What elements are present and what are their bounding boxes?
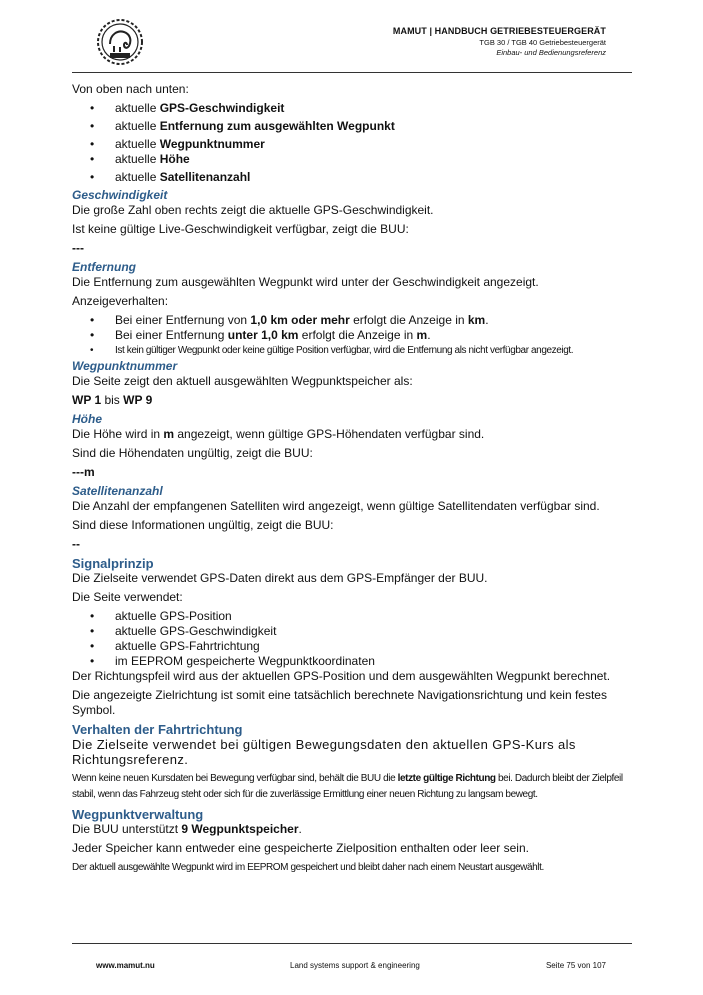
heading-wegpunktnummer: Wegpunktnummer: [72, 359, 178, 373]
paragraph: Die Zielseite verwendet bei gültigen Bewegungsdaten den aktuellen GPS-Kurs als Richtungsreferenz.: [72, 737, 576, 767]
list-item: • aktuelle GPS-Fahrtrichtung: [72, 639, 632, 654]
paragraph: Die Seite zeigt den aktuell ausgewählten Wegpunktspeicher als:: [72, 374, 413, 388]
paragraph: Die Anzahl der empfangenen Satelliten wird angezeigt, wenn gültige Satellitendaten verfügbar sind.: [72, 499, 600, 513]
mamut-logo-icon: [96, 18, 144, 66]
paragraph: Der Richtungspfeil wird aus der aktuellen GPS-Position und dem ausgewählten Wegpunkt berechnet.: [72, 669, 611, 683]
list-item: • aktuelle GPS-Geschwindigkeit: [72, 101, 632, 116]
paragraph: Die Höhe wird in m angezeigt, wenn gültige GPS-Höhendaten verfügbar sind.: [72, 427, 485, 441]
list-item: • aktuelle Höhe: [72, 152, 632, 167]
heading-satellitenanzahl: Satellitenanzahl: [72, 484, 163, 498]
page-header: [72, 14, 632, 73]
wp-range: WP 1 bis WP 9: [72, 393, 153, 407]
list-item: • aktuelle Wegpunktnummer: [72, 137, 632, 152]
footer-website: www.mamut.nu: [96, 961, 155, 970]
list-item: • Ist kein gültiger Wegpunkt oder keine gültige Position verfügbar, wird die Entfernung als nicht verfügbar angezeigt.: [72, 343, 632, 359]
heading-hoehe: Höhe: [72, 412, 102, 426]
paragraph: Die BUU unterstützt 9 Wegpunktspeicher.: [72, 822, 302, 836]
list-item: • im EEPROM gespeicherte Wegpunktkoordinaten: [72, 654, 632, 669]
paragraph: Wenn keine neuen Kursdaten bei Bewegung verfügbar sind, behält die BUU die letzte gültige Richtung bei. Dadurch bleibt der Zielpfeil stabil, wenn das Fahrzeug steht oder sich für die zuverlässige Ermittlung einer neuen Richtung zu langsam bewegt.: [72, 773, 623, 800]
heading-entfernung: Entfernung: [72, 260, 136, 274]
paragraph: Die Seite verwendet:: [72, 590, 183, 604]
page-footer: [72, 943, 632, 984]
paragraph: Die Zielseite verwendet GPS-Daten direkt aus dem GPS-Empfänger der BUU.: [72, 571, 488, 585]
heading-geschwindigkeit: Geschwindigkeit: [72, 188, 168, 202]
paragraph: Jeder Speicher kann entweder eine gespeicherte Zielposition enthalten oder leer sein.: [72, 841, 529, 855]
footer-tagline: Land systems support & engineering: [290, 961, 420, 970]
footer-page-number: Seite 75 von 107: [545, 961, 606, 970]
header-subtitle-2: Einbau- und Bedienungsreferenz: [496, 48, 606, 57]
signal-list: [72, 609, 632, 669]
paragraph: Sind die Höhendaten ungültig, zeigt die BUU:: [72, 446, 313, 460]
paragraph: Sind diese Informationen ungültig, zeigt die BUU:: [72, 518, 334, 532]
paragraph: Anzeigeverhalten:: [72, 294, 169, 308]
list-item: • aktuelle GPS-Position: [72, 609, 632, 624]
list-item: • Bei einer Entfernung von 1,0 km oder mehr erfolgt die Anzeige in km.: [72, 313, 632, 328]
paragraph: Der aktuell ausgewählte Wegpunkt wird im EEPROM gespeichert und bleibt daher nach einem Neustart ausgewählt.: [72, 862, 544, 873]
heading-fahrtrichtung: Verhalten der Fahrtrichtung: [72, 722, 243, 737]
display-list: [72, 313, 632, 359]
list-item: • Bei einer Entfernung unter 1,0 km erfolgt die Anzeige in m.: [72, 328, 632, 343]
intro-text: Von oben nach unten:: [72, 82, 189, 96]
list-item: • aktuelle Satellitenanzahl: [72, 170, 632, 185]
heading-wegpunktverwaltung: Wegpunktverwaltung: [72, 807, 204, 822]
list-item: • aktuelle GPS-Geschwindigkeit: [72, 624, 632, 639]
page-content: [72, 82, 632, 880]
code-value: ---m: [72, 465, 95, 479]
paragraph: Die große Zahl oben rechts zeigt die aktuelle GPS-Geschwindigkeit.: [72, 203, 434, 217]
code-value: ---: [72, 241, 84, 255]
paragraph: Ist keine gültige Live-Geschwindigkeit verfügbar, zeigt die BUU:: [72, 222, 409, 236]
header-subtitle: TGB 30 / TGB 40 Getriebesteuergerät: [479, 38, 606, 47]
code-value: --: [72, 537, 80, 551]
list-item: • aktuelle Entfernung zum ausgewählten Wegpunkt: [72, 119, 632, 134]
order-list: [72, 101, 632, 185]
paragraph: Die Entfernung zum ausgewählten Wegpunkt wird unter der Geschwindigkeit angezeigt.: [72, 275, 539, 289]
header-title: MAMUT | HANDBUCH GETRIEBESTEUERGERÄT: [392, 26, 606, 36]
paragraph: Die angezeigte Zielrichtung ist somit eine tatsächlich berechnete Navigationsrichtung und kein festes Symbol.: [72, 688, 607, 717]
heading-signalprinzip: Signalprinzip: [72, 556, 154, 571]
